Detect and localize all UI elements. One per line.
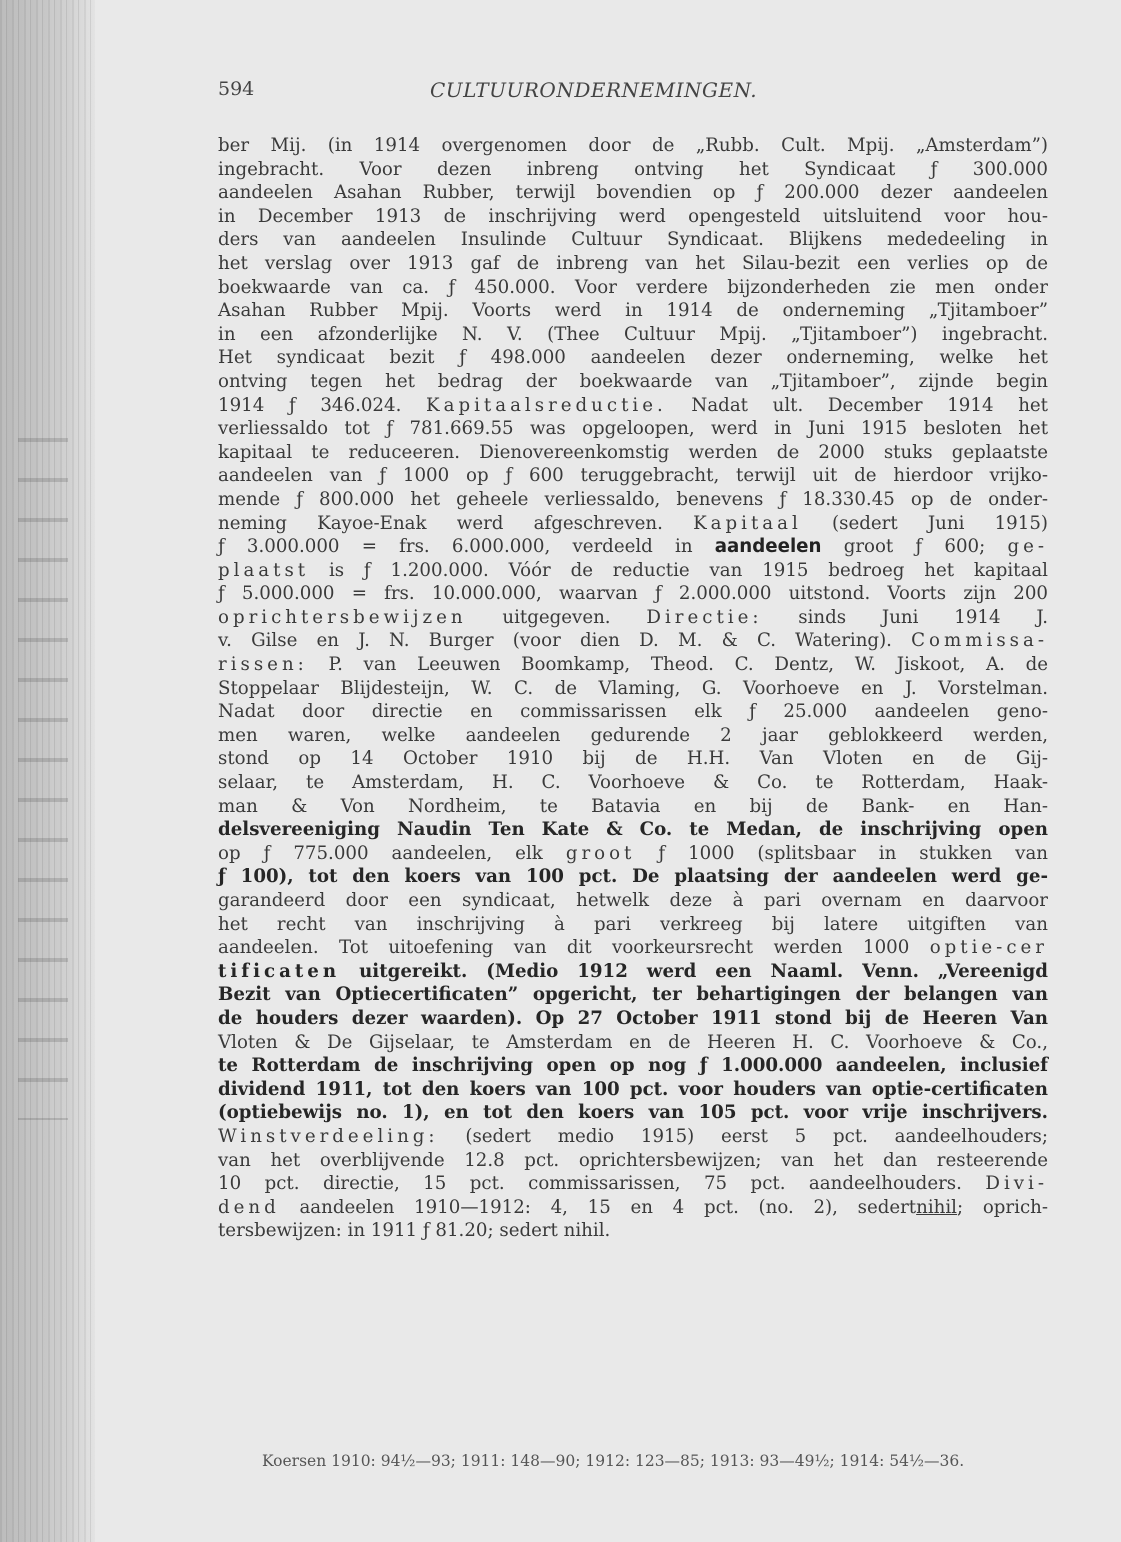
text-line-last: tersbewijzen: in 1911 ƒ 81.20; sedert nihil. xyxy=(218,1220,611,1242)
text-line: delsvereeniging Naudin Ten Kate & Co. te Medan, de inschrijving open xyxy=(218,819,1048,841)
text-line: ders van aandeelen Insulinde Cultuur Syndicaat. Blijkens mededeeling in xyxy=(218,229,1048,251)
book-binding-edge xyxy=(0,0,95,1542)
underlined-nihil: nihil xyxy=(916,1196,958,1218)
section-heading-commissarissen: Commissa- xyxy=(911,630,1048,652)
section-heading-geplaatst: plaatst xyxy=(218,559,310,581)
section-heading-kapitaal: Kapitaal xyxy=(693,512,802,534)
text-line: aandeelen van ƒ 1000 op ƒ 600 teruggebracht, terwijl uit de hierdoor vrijko- xyxy=(218,465,1048,487)
text-line: te Rotterdam de inschrijving open op nog ƒ 1.000.000 aandeelen, inclusief xyxy=(218,1055,1048,1077)
text-line-kapitaalsreductie: 1914 ƒ 346.024. Kapitaalsreductie. Nadat ult. December 1914 het xyxy=(218,394,1048,416)
text-line: aandeelen Asahan Rubber, terwijl bovendien op ƒ 200.000 dezer aandeelen xyxy=(218,182,1048,204)
text-line: dividend 1911, tot den koers van 100 pct. voor houders van optie-certificaten xyxy=(218,1078,1048,1100)
section-heading-directie: Directie: xyxy=(646,606,763,628)
text-line: garandeerd door een syndicaat, hetwelk deze à pari overnam en daarvoor xyxy=(218,890,1048,911)
text-line: ontving tegen het bedrag der boekwaarde van „Tjitamboer”, zijnde begin xyxy=(218,370,1048,392)
text-line: Asahan Rubber Mpij. Voorts werd in 1914 de onderneming „Tjitamboer” xyxy=(218,300,1048,322)
text-line: (optiebewijs no. 1), en tot den koers van 105 pct. voor vrije inschrijvers. xyxy=(218,1102,1048,1124)
text-line-commissarissen: v. Gilse en J. N. Burger (voor dien D. M. & C. Watering). Commissa- xyxy=(218,630,1048,652)
text-line: ƒ 5.000.000 = frs. 10.000.000, waarvan ƒ 2.000.000 uitstond. Voorts zijn 200 xyxy=(218,583,1048,605)
text-line-tificaten: tificaten uitgereikt. (Medio 1912 werd een Naaml. Venn. „Vereenigd xyxy=(218,960,1048,982)
text-line: verliessaldo tot ƒ 781.669.55 was opgeloopen, werd in Juni 1915 besloten het xyxy=(218,418,1048,440)
text-line: Nadat door directie en commissarissen elk ƒ 25.000 aandeelen geno- xyxy=(218,701,1048,723)
page-number: 594 xyxy=(218,78,255,100)
text-line: mende ƒ 800.000 het geheele verliessaldo, benevens ƒ 18.330.45 op de onder- xyxy=(218,488,1048,510)
text-line-groot: op ƒ 775.000 aandeelen, elk groot ƒ 1000 (splitsbaar in stukken van xyxy=(218,842,1049,864)
text-line: ƒ 100), tot den koers van 100 pct. De plaatsing der aandeelen werd ge- xyxy=(218,866,1048,888)
text-line-directie: oprichtersbewijzen uitgegeven. Directie: sinds Juni 1914 J. xyxy=(218,606,1048,628)
binding-text-shadow xyxy=(18,420,68,1120)
text-line-aandeelen: ƒ 3.000.000 = frs. 6.000.000, verdeeld in aandeelen groot ƒ 600; ge- xyxy=(218,536,1048,558)
text-line-dend: dend aandeelen 1910—1912: 4, 15 en 4 pct. (no. 2), sedertnihil; oprich- xyxy=(218,1196,1048,1218)
section-heading-winstverdeeling: Winstverdeeling: xyxy=(218,1125,439,1147)
text-line: Stoppelaar Blijdesteijn, W. C. de Vlaming, G. Voorhoeve en J. Vorstelman. xyxy=(218,677,1048,699)
footer-share-prices: Koersen 1910: 94½—93; 1911: 148—90; 1912: 123—85; 1913: 93—49½; 1914: 54½—36. xyxy=(262,1452,965,1470)
text-line: ber Mij. (in 1914 overgenomen door de „Rubb. Cult. Mpij. „Amsterdam”) xyxy=(218,135,1048,156)
text-line: Het syndicaat bezit ƒ 498.000 aandeelen dezer onderneming, welke het xyxy=(218,347,1048,369)
text-line: van het overblijvende 12.8 pct. oprichtersbewijzen; van het dan resteerende xyxy=(218,1149,1048,1171)
text-line: boekwaarde van ca. ƒ 450.000. Voor verdere bijzonderheden zie men onder xyxy=(218,276,1048,298)
book-page xyxy=(218,78,1048,1243)
text-line: kapitaal te reduceeren. Dienovereenkomstig werden de 2000 stuks geplaatste xyxy=(218,441,1048,463)
text-line: Vloten & De Gijselaar, te Amsterdam en de Heeren H. C. Voorhoeve & Co., xyxy=(218,1031,1048,1053)
text-line: het verslag over 1913 gaf de inbreng van het Silau-bezit een verlies op de xyxy=(218,252,1048,274)
text-line-kapitaal: neming Kayoe-Enak werd afgeschreven. Kapitaal (sedert Juni 1915) xyxy=(218,512,1048,534)
running-title: CULTUURONDERNEMINGEN. xyxy=(430,78,758,102)
section-heading-kapitaalsreductie: Kapitaalsreductie. xyxy=(426,394,667,416)
text-line: het recht van inschrijving à pari verkreeg bij latere uitgiften van xyxy=(218,913,1048,935)
body-text xyxy=(218,134,1048,1243)
text-line: in een afzonderlijke N. V. (Thee Cultuur Mpij. „Tjitamboer”) ingebracht. xyxy=(218,323,1048,345)
section-heading-dividend: Divi- xyxy=(985,1173,1048,1195)
keyword-aandeelen: aandeelen xyxy=(714,536,822,558)
text-line: men waren, welke aandeelen gedurende 2 jaar geblokkeerd werden, xyxy=(218,724,1048,746)
text-line: man & Von Nordheim, te Batavia en bij de Bank- en Han- xyxy=(218,795,1048,817)
section-heading-oprichtersbewijzen: oprichtersbewijzen xyxy=(218,606,467,628)
text-line-optie: aandeelen. Tot uitoefening van dit voorkeursrecht werden 1000 optie-cer xyxy=(218,937,1048,959)
text-line: de houders dezer waarden). Op 27 October 1911 stond bij de Heeren Van xyxy=(218,1007,1048,1029)
text-line: stond op 14 October 1910 bij de H.H. Van Vloten en de Gij- xyxy=(218,748,1048,770)
text-line: selaar, te Amsterdam, H. C. Voorhoeve & Co. te Rotterdam, Haak- xyxy=(218,772,1048,794)
text-line: ingebracht. Voor dezen inbreng ontving het Syndicaat ƒ 300.000 xyxy=(218,158,1048,180)
text-line-dividend: 10 pct. directie, 15 pct. commissarissen, 75 pct. aandeelhouders. Divi- xyxy=(218,1173,1048,1195)
text-line-geplaatst: plaatst is ƒ 1.200.000. Vóór de reductie van 1915 bedroeg het kapitaal xyxy=(218,559,1048,581)
running-head xyxy=(218,78,1048,114)
text-line: Bezit van Optiecertificaten” opgericht, ter behartigingen der belangen van xyxy=(218,984,1048,1006)
text-line-winstverdeeling: Winstverdeeling: (sedert medio 1915) eerst 5 pct. aandeelhouders; xyxy=(218,1125,1048,1147)
text-line: in December 1913 de inschrijving werd opengesteld uitsluitend voor hou- xyxy=(218,205,1048,227)
text-line-rissen: rissen: P. van Leeuwen Boomkamp, Theod. C. Dentz, W. Jiskoot, A. de xyxy=(218,654,1048,676)
